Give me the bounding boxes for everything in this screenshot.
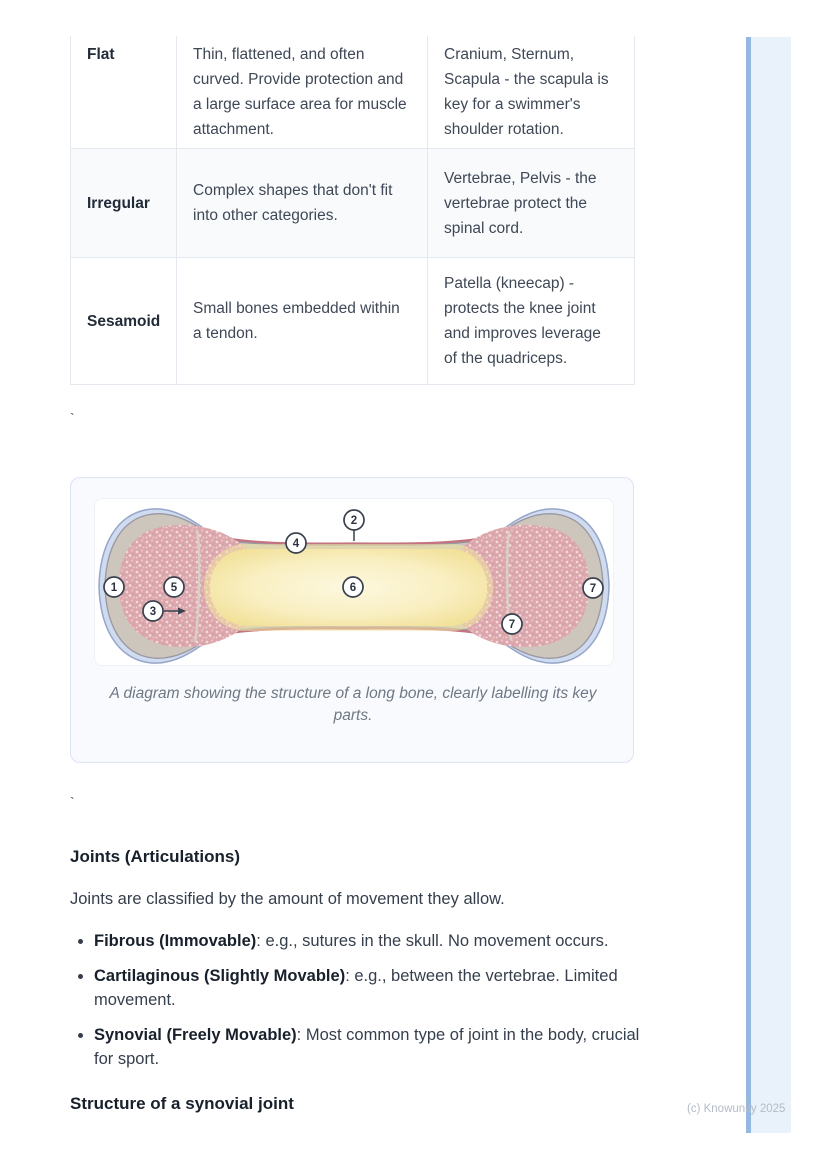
bone-label-4 (286, 533, 306, 553)
table-row (71, 149, 635, 258)
bullet-text: : e.g., sutures in the skull. No movement occurs. (256, 932, 609, 950)
page-scroll-strip[interactable] (746, 37, 791, 1133)
joints-intro-paragraph: Joints are classified by the amount of movement they allow. (70, 890, 505, 908)
bullet-term: Fibrous (Immovable) (94, 932, 257, 950)
bone-label-1 (104, 577, 124, 597)
stray-backtick: ` (70, 794, 75, 810)
figure-caption: A diagram showing the structure of a long bone, clearly labelling its key parts. (109, 685, 597, 724)
section-heading-synovial: Structure of a synovial joint (70, 1094, 294, 1113)
bone-examples-cell: Patella (kneecap) - protects the knee joint and improves leverage of the quadriceps. (428, 258, 635, 385)
bone-description-cell: Thin, flattened, and often curved. Provide protection and a large surface area for muscle attachment. (177, 36, 428, 149)
joints-bullet-list (70, 929, 658, 1082)
list-item (94, 929, 658, 954)
bone-label-5 (164, 577, 184, 597)
table-row (71, 258, 635, 385)
svg-text:2: 2 (350, 515, 358, 527)
bullet-text: : e.g., between the vertebrae. Limited movement. (94, 966, 618, 1009)
svg-text:5: 5 (170, 582, 178, 594)
svg-text:3: 3 (149, 606, 157, 618)
stray-backtick: ` (70, 410, 75, 426)
bone-type-cell: Flat (71, 36, 177, 149)
list-item (94, 1023, 658, 1072)
bullet-text: : Most common type of joint in the body, crucial for sport. (94, 1025, 640, 1068)
bone-type-cell: Sesamoid (71, 258, 177, 385)
watermark-text: (c) Knowunity 2025 (687, 1103, 786, 1115)
bone-type-cell: Irregular (71, 149, 177, 258)
bone-label-3 (143, 601, 163, 621)
long-bone-figure-card (70, 477, 634, 763)
svg-text:1: 1 (110, 582, 118, 594)
section-heading-joints: Joints (Articulations) (70, 847, 241, 866)
bone-types-table (70, 36, 635, 385)
svg-text:4: 4 (292, 538, 300, 550)
long-bone-diagram (95, 499, 613, 665)
svg-text:7: 7 (508, 619, 516, 631)
bone-description-cell: Small bones embedded within a tendon. (177, 258, 428, 385)
bone-label-6 (343, 577, 363, 597)
table-row (71, 36, 635, 149)
bone-label-7-inner (502, 614, 522, 634)
svg-text:7: 7 (589, 583, 597, 595)
bone-label-7-right (583, 578, 603, 598)
long-bone-figure-panel (94, 498, 614, 666)
list-item (94, 964, 658, 1013)
bullet-term: Synovial (Freely Movable) (94, 1025, 297, 1044)
bone-description-cell: Complex shapes that don't fit into other categories. (177, 149, 428, 258)
bullet-term: Cartilaginous (Slightly Movable) (94, 966, 346, 985)
bone-examples-cell: Vertebrae, Pelvis - the vertebrae protect the spinal cord. (428, 149, 635, 258)
bone-examples-cell: Cranium, Sternum, Scapula - the scapula is key for a swimmer's shoulder rotation. (428, 36, 635, 149)
svg-text:6: 6 (349, 582, 357, 594)
bone-label-2 (344, 510, 364, 530)
